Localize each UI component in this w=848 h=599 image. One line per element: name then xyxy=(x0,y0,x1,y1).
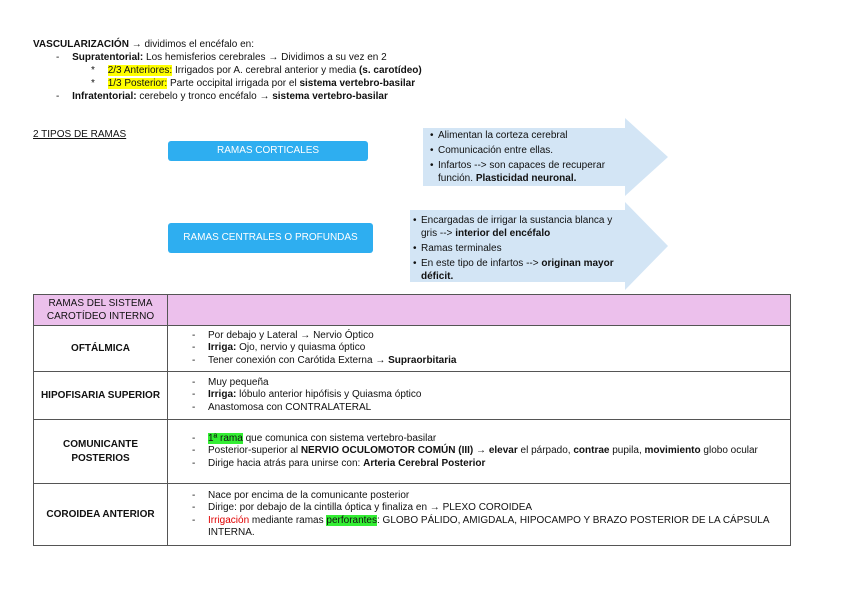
list-item xyxy=(413,242,614,255)
coroidea-details xyxy=(168,484,791,546)
cell-text: Tener conexión con Carótida Externa xyxy=(208,354,373,366)
cell-text: Ojo, nervio y quiasma óptico xyxy=(239,342,366,354)
infratentorial-bold: sistema vertebro-basilar xyxy=(272,91,388,102)
ramas-centrales-pill: RAMAS CENTRALES O PROFUNDAS xyxy=(168,223,373,253)
table-row xyxy=(34,484,791,546)
bullet-text: Encargadas de irrigar la sustancia blanca y xyxy=(421,215,613,226)
oftalmica-details xyxy=(168,326,791,372)
ramas-corticales-pill: RAMAS CORTICALES xyxy=(168,141,368,161)
oftalmica-name: OFTÁLMICA xyxy=(34,326,168,372)
arrow-right-icon: → xyxy=(268,52,279,63)
list-item xyxy=(208,389,790,402)
supratentorial-item xyxy=(56,51,387,64)
cell-text: mediante ramas xyxy=(251,514,324,526)
cell-text: Por debajo y Lateral xyxy=(208,329,298,341)
posterior-label: 1/3 Posterior: xyxy=(107,78,168,89)
cell-highlight: perforantes xyxy=(326,514,377,526)
arrow-right-icon: → xyxy=(131,39,142,50)
supratentorial-label: Supratentorial: xyxy=(72,52,144,63)
infratentorial-text: cerebelo y tronco encéfalo xyxy=(139,91,257,102)
cell-bold: NERVIO OCULOMOTOR COMÚN (III) xyxy=(300,445,474,457)
table-row xyxy=(34,372,791,420)
posterior-bold: sistema vertebro-basilar xyxy=(299,78,416,89)
table-row xyxy=(34,326,791,372)
cell-bold: elevar xyxy=(488,445,518,457)
cell-text: globo ocular xyxy=(703,445,758,457)
cell-bold: Irriga: xyxy=(208,389,237,401)
cell-text: el párpado, xyxy=(520,445,571,457)
table-header-text: RAMAS DEL SISTEMA CAROTÍDEO INTERNO xyxy=(46,298,155,322)
list-item xyxy=(208,377,790,390)
table-header-row xyxy=(34,295,791,326)
cell-text: : GLOBO PÁLIDO, AMIGDALA, HIPOCAMPO Y BRAZO POSTERIOR DE LA CÁPSULA INTERNA. xyxy=(208,514,769,538)
cell-bold: contrae xyxy=(573,445,610,457)
anteriores-text: Irrigados por A. cerebral anterior y media xyxy=(174,65,357,76)
supratentorial-text: Los hemisferios cerebrales xyxy=(146,52,266,63)
cell-bold: Supraorbitaria xyxy=(388,354,457,366)
corticales-bullets xyxy=(430,129,605,185)
cell-text: Anastomosa con CONTRALATERAL xyxy=(208,401,372,413)
bullet-text: función. xyxy=(438,173,474,184)
asterisk-bullet: * xyxy=(91,78,95,89)
infratentorial-item xyxy=(56,90,388,103)
centrales-bullets xyxy=(413,214,614,283)
cell-text: Nervio Óptico xyxy=(313,329,374,341)
hipofisaria-name: HIPOFISARIA SUPERIOR xyxy=(34,372,168,420)
list-item xyxy=(413,214,614,240)
posterior-text: Parte occipital irrigada por el xyxy=(169,78,297,89)
posterior-item xyxy=(91,77,415,90)
list-item xyxy=(208,458,790,471)
coroidea-name: COROIDEA ANTERIOR xyxy=(34,484,168,546)
list-item xyxy=(208,355,790,368)
list-item xyxy=(208,342,790,355)
table-header-cell xyxy=(34,295,168,326)
cell-text: Nace por encima de la comunicante posterior xyxy=(208,489,410,501)
comunicante-name-text: COMUNICANTE POSTERIOS xyxy=(63,438,138,464)
cell-bold: Arteria Cerebral Posterior xyxy=(363,457,486,469)
bullet-text: Alimentan la corteza cerebral xyxy=(438,130,568,141)
vascularizacion-line xyxy=(33,38,254,51)
corticales-arrow-box xyxy=(423,118,668,196)
arrow-right-icon: → xyxy=(375,354,386,366)
cell-red: Irrigación xyxy=(208,514,250,526)
list-item xyxy=(208,490,790,503)
cell-bold: movimiento xyxy=(644,445,701,457)
bullet-text: Ramas terminales xyxy=(421,243,502,254)
cell-text: PLEXO COROIDEA xyxy=(442,502,533,513)
comunicante-details xyxy=(168,420,791,484)
vascularizacion-title: VASCULARIZACIÓN xyxy=(33,39,129,50)
hipofisaria-details xyxy=(168,372,791,420)
bullet-text: Infartos --> son capaces de recuperar xyxy=(438,160,606,171)
infratentorial-label: Infratentorial: xyxy=(72,91,137,102)
cell-text: pupila, xyxy=(612,445,642,457)
table-header-empty xyxy=(168,295,791,326)
bullet-bold: déficit. xyxy=(421,271,454,282)
list-item xyxy=(430,129,605,142)
ramas-heading: 2 TIPOS DE RAMAS xyxy=(33,129,127,140)
cell-bold: Irriga: xyxy=(208,342,237,354)
anteriores-label: 2/3 Anteriores: xyxy=(107,65,173,76)
bullet-text: Comunicación entre ellas. xyxy=(438,145,554,156)
centrales-arrow-box xyxy=(410,202,668,290)
supratentorial-text2: Dividimos a su vez en 2 xyxy=(281,52,387,63)
cell-highlight: 1ª rama xyxy=(208,432,243,444)
bullet-text: gris --> xyxy=(421,228,453,239)
cell-text: Muy pequeña xyxy=(208,376,269,388)
bullet-bold: Plasticidad neuronal. xyxy=(475,173,577,184)
table-row xyxy=(34,420,791,484)
cell-text: lóbulo anterior hipófisis y Quiasma óptico xyxy=(239,389,422,401)
list-item xyxy=(430,159,605,185)
arrow-right-icon: → xyxy=(476,445,487,457)
cell-text: que comunica con sistema vertebro-basilar xyxy=(245,432,437,444)
comunicante-name xyxy=(34,420,168,484)
cell-text: Posterior-superior al xyxy=(208,445,299,457)
dash-bullet: - xyxy=(56,91,60,102)
list-item xyxy=(208,433,790,446)
list-item xyxy=(413,257,614,283)
vascularizacion-rest: dividimos el encéfalo en: xyxy=(144,39,255,50)
bullet-bold: interior del encéfalo xyxy=(455,228,551,239)
cell-text: Dirige hacia atrás para unirse con: xyxy=(208,457,361,469)
list-item xyxy=(208,330,790,343)
asterisk-bullet: * xyxy=(91,65,95,76)
list-item xyxy=(208,515,790,540)
dash-bullet: - xyxy=(56,52,60,63)
list-item xyxy=(430,144,605,157)
anteriores-bold: (s. carotídeo) xyxy=(358,65,422,76)
list-item xyxy=(208,402,790,415)
list-item xyxy=(208,502,790,515)
cell-text: Dirige: por debajo de la cintilla óptica y finaliza en xyxy=(208,502,428,513)
anteriores-item xyxy=(91,64,422,77)
arrow-right-icon: → xyxy=(259,91,270,102)
ramas-table xyxy=(33,294,791,546)
list-item xyxy=(208,445,790,458)
arrow-right-icon: → xyxy=(429,502,440,513)
arrow-right-icon: → xyxy=(300,329,311,341)
bullet-text: En este tipo de infartos --> xyxy=(421,258,539,269)
bullet-bold: originan mayor xyxy=(541,258,614,269)
